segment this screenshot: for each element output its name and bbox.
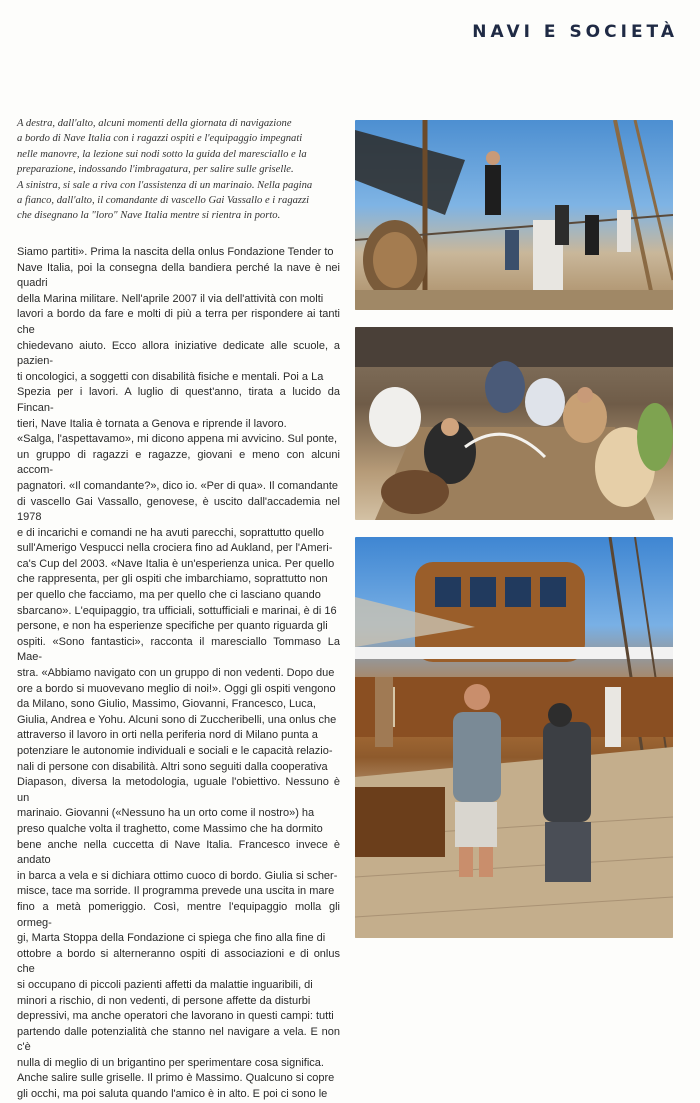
- harness-deck-illustration: [355, 537, 673, 938]
- body-line: fino a metà pomeriggio. Così, mentre l'equipaggio molla gli ormeg-: [17, 900, 340, 929]
- body-line: bene anche nella cuccetta di Nave Italia. Francesco invece è andato: [17, 838, 340, 867]
- caption-line: nelle manovre, la lezione sui nodi sotto la guida del maresciallo e la: [17, 148, 307, 160]
- caption-line: che disegnano la "loro" Nave Italia mentre si rientra in porto.: [17, 210, 281, 222]
- caption-line: a bordo di Nave Italia con i ragazzi ospiti e l'equipaggio impegnati: [17, 133, 303, 145]
- body-line: della Marina militare. Nell'aprile 2007 il via dell'attività con molti: [17, 292, 324, 305]
- body-line: un gruppo di ragazzi e ragazze, giovani e meno con alcuni accom-: [17, 448, 340, 477]
- body-line: Nave Italia, poi la consegna della bandiera perché la nave è nei quadri: [17, 261, 340, 290]
- body-line: partendo dalle potenzialità che stanno nel navigare a vela. E non c'è: [17, 1025, 340, 1054]
- body-line: nali di persone con disabilità. Altri sono seguiti dalla cooperativa: [17, 760, 328, 773]
- caption-line: preparazione, indossando l'imbragatura, per salire sulle griselle.: [17, 164, 294, 176]
- body-line: ca's Cup del 2003. «Nave Italia è un'esperienza unica. Per quello: [17, 557, 335, 570]
- body-line: in barca a vela e si dichiara ottimo cuoco di bordo. Giulia si scher-: [17, 869, 338, 882]
- body-line: ottobre a bordo si alterneranno ospiti di associazioni e di onlus che: [17, 947, 340, 976]
- body-line: gi, Marta Stoppa della Fondazione ci spiega che fino alla fine di: [17, 932, 326, 945]
- photo-sailing-crew: [355, 120, 673, 310]
- body-line: sull'Amerigo Vespucci nella crociera fino ad Aukland, per l'Ameri-: [17, 542, 333, 555]
- body-line: depressivi, ma anche operatori che lavorano in questi campi: tutti: [17, 1010, 334, 1023]
- photo-knot-lesson: [355, 327, 673, 520]
- body-line: stra. «Abbiamo navigato con un gruppo di non vedenti. Dopo due: [17, 667, 335, 680]
- body-line: che rappresenta, per gli ospiti che imbarchiamo, soprattutto non: [17, 573, 328, 586]
- body-line: si occupano di piccoli pazienti affetti da malattie inguaribili, di: [17, 978, 313, 991]
- body-line: misce, tace ma sorride. Il programma prevede una uscita in mare: [17, 885, 335, 898]
- body-line: preso qualche volta il traghetto, come Massimo che ha dormito: [17, 822, 323, 835]
- body-line: da Milano, sono Giulio, Massimo, Giovanni, Francesco, Luca,: [17, 698, 316, 711]
- sailing-crew-illustration: [355, 120, 673, 310]
- body-line: Giulia, Andrea e Yohu. Alcuni sono di Zuccheribelli, una onlus che: [17, 713, 337, 726]
- body-line: per quello che facciamo, ma per quello che ci lasciano quando: [17, 589, 321, 602]
- caption-line: a fianco, dall'alto, il comandante di vascello Gai Vassallo e i ragazzi: [17, 195, 310, 207]
- body-line: di vascello Gai Vassallo, genovese, è uscito dall'accademia nel 1978: [17, 495, 340, 524]
- body-line: Siamo partiti». Prima la nascita della onlus Fondazione Tender to: [17, 246, 334, 258]
- body-line: ore a bordo si muovevano meglio di noi!». Oggi gli ospiti vengono: [17, 682, 336, 695]
- body-line: minori a rischio, di non vedenti, di persone affette da disturbi: [17, 994, 311, 1007]
- body-line: gli occhi, ma poi saluta quando l'amico è in alto. E poi ci sono le: [17, 1088, 328, 1101]
- photo-harness-deck: [355, 537, 673, 938]
- body-line: «Salga, l'aspettavamo», mi dicono appena mi avvicino. Sul ponte,: [17, 433, 338, 446]
- body-line: marinaio. Giovanni («Nessuno ha un orto come il nostro») ha: [17, 807, 315, 820]
- body-line: nulla di meglio di un brigantino per sperimentare cosa significa.: [17, 1056, 324, 1069]
- section-title: NAVI E SOCIETÀ: [472, 22, 678, 42]
- body-line: Spezia per i lavori. A luglio di quest'anno, tirata a lucido da Fincan-: [17, 386, 340, 414]
- knot-lesson-illustration: [355, 327, 673, 520]
- caption-line: A destra, dall'alto, alcuni momenti della giornata di navigazione: [17, 118, 292, 129]
- body-line: lavori a bordo da fare e molti di più a terra per rispondere ai tanti che: [17, 308, 340, 336]
- body-line: potenziare le autonomie individuali e sociali e le capacità relazio-: [17, 745, 333, 757]
- body-line: ti oncologici, a soggetti con disabilità fisiche e mentali. Poi a La: [17, 370, 324, 383]
- caption-line: A sinistra, si sale a riva con l'assistenza di un marinaio. Nella pagina: [17, 179, 313, 191]
- body-line: ospiti. «Sono fantastici», racconta il maresciallo Tommaso La Mae-: [17, 635, 340, 664]
- body-line: persone, e non ha esperienze specifiche per quanto riguarda gli: [17, 620, 328, 633]
- body-line: Diapason, diversa la metodologia, uguale l'obiettivo. Nessuno è un: [17, 776, 340, 804]
- body-line: pagnatori. «Il comandante?», dico io. «Per di qua». Il comandante: [17, 479, 339, 492]
- body-line: Anche salire sulle griselle. Il primo è Massimo. Qualcuno si copre: [17, 1072, 335, 1085]
- body-line: tieri, Nave Italia è tornata a Genova e riprende il lavoro.: [17, 417, 287, 430]
- body-line: sbarcano». L'equipaggio, tra ufficiali, sottufficiali e marinai, è di 16: [17, 604, 337, 617]
- photo-caption: [17, 116, 333, 224]
- body-line: chiedevano aiuto. Ecco allora iniziative dedicate alle scuole, a pazien-: [17, 339, 340, 368]
- article-body: [17, 245, 340, 1103]
- body-line: e di incarichi e comandi ne ha avuti parecchi, soprattutto quello: [17, 526, 324, 539]
- body-line: attraverso il lavoro in orti nella periferia nord di Milano punta a: [17, 729, 318, 742]
